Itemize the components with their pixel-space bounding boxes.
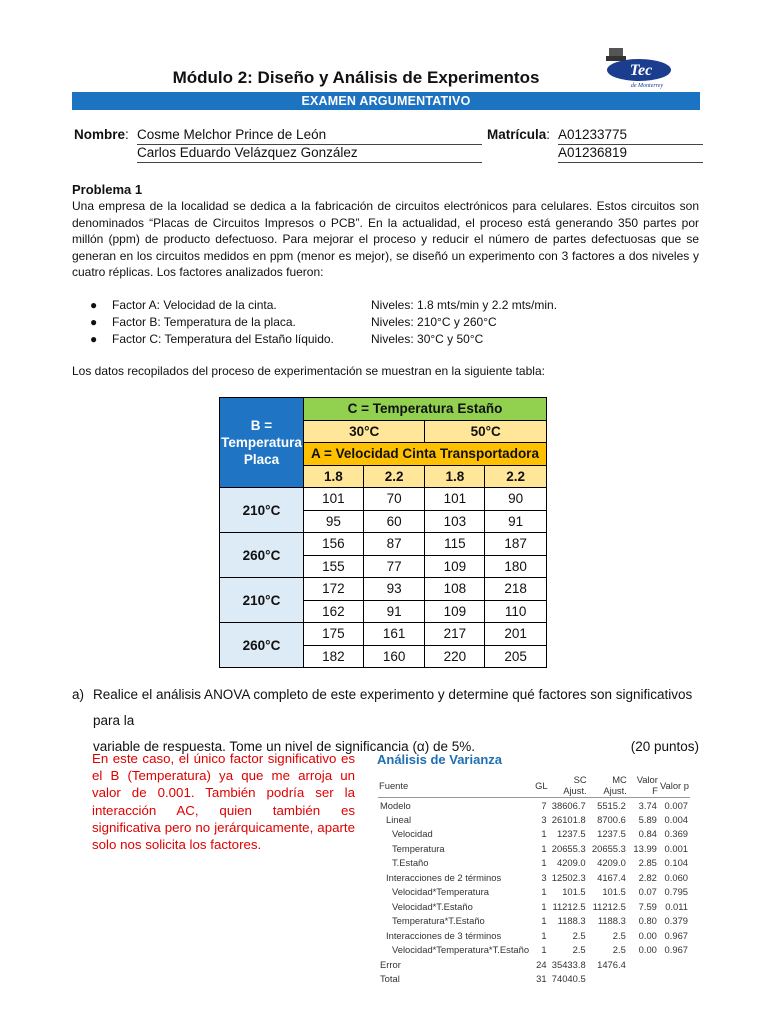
svg-text:Tec: Tec: [629, 62, 653, 79]
anova-value: 101.5: [562, 886, 586, 898]
anova-value: 1188.3: [597, 915, 626, 927]
anova-value: 0.967: [664, 944, 688, 956]
table-cell: 60: [363, 510, 425, 533]
anova-value: [588, 972, 628, 987]
anova-value: [628, 957, 659, 972]
anova-source: Velocidad: [392, 828, 433, 840]
student-id-2: A01236819: [558, 145, 703, 163]
a-level: 2.2: [363, 465, 425, 488]
a-header: A = Velocidad Cinta Transportadora: [303, 443, 546, 466]
anova-value: 2.85: [638, 857, 657, 869]
anova-value: 11212.5: [552, 900, 586, 912]
anova-value: 2.82: [638, 871, 657, 883]
b-level-label: 260°C: [220, 623, 304, 668]
id-label: Matrícula:: [487, 127, 551, 142]
anova-header: MC Ajust.: [588, 774, 628, 798]
answer-text: En este caso, el único factor significativo es el B (Temperatura) ya que me arroja un valor de 0.001. También podría ser la interacción AC, quien también es significativa pero no jerárquicamente, aparte solo nos solicita los factores.: [92, 751, 355, 853]
anova-value: 1: [541, 929, 547, 941]
anova-source: Interacciones de 3 términos: [386, 929, 502, 941]
table-cell: 220: [425, 645, 485, 668]
name-label: Nombre:: [74, 127, 129, 142]
table-cell: 217: [425, 623, 485, 646]
anova-value: 3: [541, 813, 547, 825]
table-cell: 109: [425, 600, 485, 623]
student-name-2: Carlos Eduardo Velázquez González: [137, 145, 482, 163]
anova-value: 1476.4: [597, 958, 626, 970]
table-cell: 109: [425, 555, 485, 578]
table-cell: 160: [363, 645, 425, 668]
table-intro: Los datos recopilados del proceso de experimentación se muestran en la siguiente tabla:: [72, 364, 545, 378]
anova-value: 1: [541, 900, 547, 912]
table-cell: 115: [425, 533, 485, 556]
anova-value: 1: [541, 857, 547, 869]
anova-row: [378, 928, 690, 943]
anova-value: [659, 972, 690, 987]
c-header: C = Temperatura Estaño: [303, 398, 546, 421]
anova-value: 0.104: [664, 857, 688, 869]
factor-b-levels: Niveles: 210°C y 260°C: [371, 315, 497, 329]
anova-value: 0.060: [664, 871, 688, 883]
anova-header: Valor p: [659, 774, 690, 798]
anova-value: 3.74: [638, 799, 657, 811]
table-cell: 175: [303, 623, 363, 646]
anova-value: 1: [541, 828, 547, 840]
anova-source: Modelo: [380, 799, 411, 811]
question-points: (20 puntos): [630, 739, 699, 754]
table-cell: 91: [485, 510, 547, 533]
tec-logo: [603, 46, 675, 90]
table-cell: 205: [485, 645, 547, 668]
anova-value: 4209.0: [556, 857, 586, 869]
table-cell: 90: [485, 488, 547, 511]
anova-value: 0.004: [664, 813, 688, 825]
anova-value: 4209.0: [597, 857, 626, 869]
anova-value: 0.00: [638, 944, 657, 956]
anova-value: 5515.2: [597, 799, 626, 811]
anova-value: 24: [536, 958, 547, 970]
anova-value: 8700.6: [597, 813, 626, 825]
table-cell: 91: [363, 600, 425, 623]
question-a: [72, 682, 699, 760]
table-cell: 182: [303, 645, 363, 668]
anova-source: Error: [380, 958, 401, 970]
factor-a-levels: Niveles: 1.8 mts/min y 2.2 mts/min.: [371, 298, 558, 312]
anova-value: 2.5: [612, 929, 626, 941]
anova-source: Temperatura: [392, 842, 445, 854]
question-line-2: variable de respuesta. Tome un nivel de significancia (α) de 5%.: [93, 739, 476, 754]
factor-c-levels: Niveles: 30°C y 50°C: [371, 332, 484, 346]
table-cell: 162: [303, 600, 363, 623]
anova-value: 11212.5: [592, 900, 626, 912]
anova-row: [378, 827, 690, 842]
anova-value: 0.369: [664, 828, 688, 840]
tec-logo-icon: [603, 46, 675, 90]
anova-value: 7: [541, 799, 547, 811]
table-cell: 101: [303, 488, 363, 511]
table-cell: 156: [303, 533, 363, 556]
anova-value: [659, 957, 690, 972]
question-letter: a): [72, 687, 85, 702]
anova-title: Análisis de Varianza: [377, 752, 503, 767]
anova-value: 0.80: [638, 915, 657, 927]
table-row: [220, 578, 547, 601]
table-cell: 172: [303, 578, 363, 601]
anova-value: 3: [541, 871, 547, 883]
question-line-1: Realice el análisis ANOVA completo de este experimento y determine qué factores son significativos para la: [93, 687, 693, 728]
anova-header: SC Ajust.: [549, 774, 588, 798]
c-level-50: 50°C: [425, 420, 547, 443]
student-id-1: A01233775: [558, 127, 703, 145]
anova-row: [378, 943, 690, 958]
anova-value: 1188.3: [557, 915, 586, 927]
anova-value: 2.5: [612, 944, 626, 956]
anova-table: [378, 774, 690, 986]
anova-value: 20655.3: [551, 842, 586, 854]
anova-value: 0.00: [638, 929, 657, 941]
table-cell: 201: [485, 623, 547, 646]
table-cell: 93: [363, 578, 425, 601]
table-row: [220, 533, 547, 556]
table-cell: 108: [425, 578, 485, 601]
anova-row: [378, 899, 690, 914]
anova-row: [378, 841, 690, 856]
anova-header: GL: [531, 774, 549, 798]
b-header: B = Temperatura Placa: [220, 398, 304, 488]
anova-source: Total: [380, 973, 400, 985]
anova-value: 20655.3: [591, 842, 626, 854]
anova-value: 0.84: [638, 828, 657, 840]
anova-value: 2.5: [572, 929, 586, 941]
table-cell: 180: [485, 555, 547, 578]
anova-row: [378, 856, 690, 871]
anova-header-row: [378, 774, 690, 798]
b-level-label: 210°C: [220, 488, 304, 533]
document-title: Módulo 2: Diseño y Análisis de Experimentos: [172, 68, 540, 87]
anova-row: [378, 812, 690, 827]
b-level-label: 210°C: [220, 578, 304, 623]
anova-value: 26101.8: [551, 813, 586, 825]
anova-value: 38606.7: [551, 799, 586, 811]
anova-source: Velocidad*Temperatura*T.Estaño: [392, 944, 530, 956]
table-cell: 110: [485, 600, 547, 623]
anova-value: 1: [541, 915, 547, 927]
anova-value: 1237.5: [556, 828, 586, 840]
anova-source: Velocidad*T.Estaño: [392, 900, 473, 912]
anova-row: [378, 885, 690, 900]
anova-value: 7.59: [638, 900, 657, 912]
table-cell: 187: [485, 533, 547, 556]
anova-value: 5.89: [638, 813, 657, 825]
anova-value: 1237.5: [597, 828, 626, 840]
anova-value: 2.5: [572, 944, 586, 956]
anova-value: 13.99: [633, 842, 657, 854]
problem-title: Problema 1: [72, 182, 143, 197]
anova-row: [378, 798, 690, 813]
anova-value: 0.07: [638, 886, 657, 898]
table-cell: 103: [425, 510, 485, 533]
table-cell: 155: [303, 555, 363, 578]
a-level: 1.8: [425, 465, 485, 488]
anova-row: [378, 972, 690, 987]
anova-value: 0.007: [664, 799, 688, 811]
anova-source: Interacciones de 2 términos: [386, 871, 502, 883]
experiment-data-table: [219, 397, 547, 668]
anova-source: Velocidad*Temperatura: [392, 886, 489, 898]
anova-value: 0.795: [664, 886, 688, 898]
b-level-label: 260°C: [220, 533, 304, 578]
anova-row: [378, 957, 690, 972]
anova-value: 0.011: [665, 900, 688, 912]
factor-b: ● Factor B: Temperatura de la placa.: [90, 315, 296, 329]
table-cell: 161: [363, 623, 425, 646]
a-level: 2.2: [485, 465, 547, 488]
anova-value: 101.5: [602, 886, 626, 898]
table-cell: 95: [303, 510, 363, 533]
anova-value: 0.379: [664, 915, 688, 927]
c-level-30: 30°C: [303, 420, 424, 443]
anova-value: 31: [536, 973, 547, 985]
table-cell: 77: [363, 555, 425, 578]
table-cell: 101: [425, 488, 485, 511]
table-cell: 70: [363, 488, 425, 511]
anova-row: [378, 870, 690, 885]
anova-value: 0.001: [664, 842, 688, 854]
anova-header: Fuente: [378, 774, 531, 798]
anova-value: 0.967: [664, 929, 688, 941]
exam-type-banner: EXAMEN ARGUMENTATIVO: [72, 92, 700, 110]
anova-value: 1: [541, 944, 547, 956]
anova-value: 74040.5: [551, 973, 586, 985]
problem-intro: Una empresa de la localidad se dedica a la fabricación de circuitos electrónicos para celulares. Estos circuitos son denominados “Placas de Circuitos Impresos o PCB”. En la actualidad, el proceso está generando 350 partes por millón (ppm) de producto defectuoso. Para mejorar el proceso y reducir el número de partes defectuosas que se generan en los circuitos medidos en ppm (menor es mejor), se diseñó un experimento con 3 factores a dos niveles y cuatro réplicas. Los factores analizados fueron:: [72, 199, 699, 279]
anova-value: [628, 972, 659, 987]
anova-source: Temperatura*T.Estaño: [392, 915, 485, 927]
anova-value: 35433.8: [551, 958, 586, 970]
factor-a: ● Factor A: Velocidad de la cinta.: [90, 298, 277, 312]
anova-value: 1: [541, 842, 547, 854]
table-row: [220, 488, 547, 511]
a-level: 1.8: [303, 465, 363, 488]
table-row: [220, 623, 547, 646]
anova-value: 12502.3: [551, 871, 586, 883]
svg-text:de Monterrey: de Monterrey: [630, 83, 664, 89]
anova-row: [378, 914, 690, 929]
anova-source: T.Estaño: [392, 857, 429, 869]
anova-value: 1: [541, 886, 547, 898]
table-cell: 87: [363, 533, 425, 556]
anova-header: Valor F: [628, 774, 659, 798]
anova-value: 4167.4: [597, 871, 626, 883]
table-cell: 218: [485, 578, 547, 601]
anova-source: Lineal: [386, 813, 412, 825]
factor-c: ● Factor C: Temperatura del Estaño líquido.: [90, 332, 334, 346]
student-name-1: Cosme Melchor Prince de León: [137, 127, 482, 145]
